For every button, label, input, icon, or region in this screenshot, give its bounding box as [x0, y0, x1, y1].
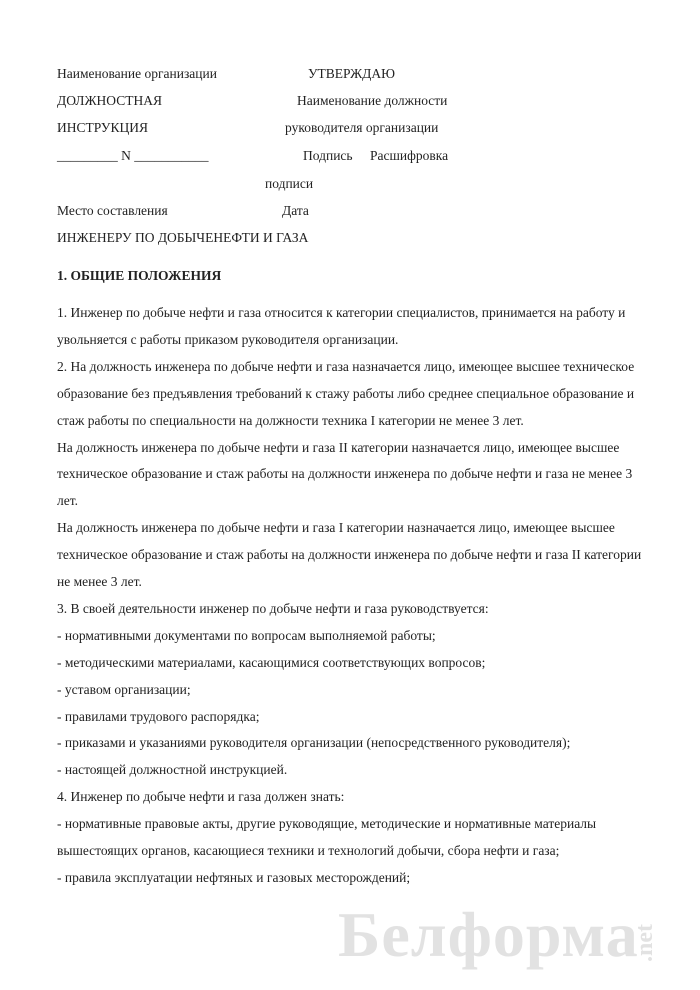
decoding-label: Расшифровка — [370, 148, 449, 163]
paragraph-line: - нормативными документами по вопросам выполняемой работы; — [57, 627, 436, 643]
place-label: Место составления — [57, 203, 168, 218]
org-name: Наименование организации — [57, 66, 217, 81]
signature-label: Подпись — [303, 148, 353, 163]
watermark-suffix: .net — [632, 924, 658, 962]
approve-label: УТВЕРЖДАЮ — [308, 66, 396, 81]
paragraph-line: стаж работы по специальности на должности техника I категории не менее 3 лет. — [57, 412, 524, 428]
paragraph-line: вышестоящих органов, касающиеся техники и технологий добычи, сбора нефти и газа; — [57, 843, 560, 858]
section-heading: 1. ОБЩИЕ ПОЛОЖЕНИЯ — [57, 268, 222, 283]
watermark-logo: Белформа — [338, 899, 639, 970]
position-name: Наименование должности — [297, 93, 448, 108]
signature-label-2: подписи — [265, 176, 314, 191]
paragraph-line: 3. В своей деятельности инженер по добыче нефти и газа руководствуется: — [57, 600, 489, 616]
paragraph-line: - правила эксплуатации нефтяных и газовых месторождений; — [57, 869, 411, 885]
head-of-org: руководителя организации — [285, 120, 439, 135]
paragraph-line: На должность инженера по добыче нефти и газа II категории назначается лицо, имеющее высшее — [57, 439, 620, 455]
paragraph-line: - приказами и указаниями руководителя организации (непосредственного руководителя); — [57, 735, 571, 751]
paragraph-line: 4. Инженер по добыче нефти и газа должен знать: — [57, 789, 345, 805]
paragraph-line: 1. Инженер по добыче нефти и газа относится к категории специалистов, принимается на работу и — [57, 305, 626, 320]
paragraph-line: - уставом организации; — [57, 681, 191, 697]
date-label: Дата — [282, 203, 309, 218]
paragraph-line: увольняется с работы приказом руководителя организации. — [57, 331, 399, 347]
document-title: ИНЖЕНЕРУ ПО ДОБЫЧЕНЕФТИ И ГАЗА — [57, 230, 309, 245]
paragraph-line: - настоящей должностной инструкцией. — [57, 762, 288, 778]
paragraph-line: - методическими материалами, касающимися соответствующих вопросов; — [57, 654, 486, 670]
paragraph-line: техническое образование и стаж работы на должности инженера по добыче нефти и газа не менее 3 — [57, 466, 633, 482]
doc-type-2: ИНСТРУКЦИЯ — [57, 120, 148, 135]
number-line: _________ N ___________ — [57, 148, 209, 163]
doc-type-1: ДОЛЖНОСТНАЯ — [57, 93, 162, 108]
paragraph-line: - нормативные правовые акты, другие руководящие, методические и нормативные материалы — [57, 816, 597, 832]
paragraph-line: техническое образование и стаж работы на должности инженера по добыче нефти и газа II категории — [57, 547, 642, 563]
paragraph-line: 2. На должность инженера по добыче нефти и газа назначается лицо, имеющее высшее техническое — [57, 358, 635, 374]
paragraph-line: лет. — [57, 493, 78, 509]
paragraph-line: - правилами трудового распорядка; — [57, 708, 260, 724]
paragraph-line: образование без предъявления требований к стажу работы либо среднее специальное образование и — [57, 385, 635, 401]
paragraph-line: не менее 3 лет. — [57, 574, 142, 589]
paragraph-line: На должность инженера по добыче нефти и газа I категории назначается лицо, имеющее высшее — [57, 520, 615, 536]
